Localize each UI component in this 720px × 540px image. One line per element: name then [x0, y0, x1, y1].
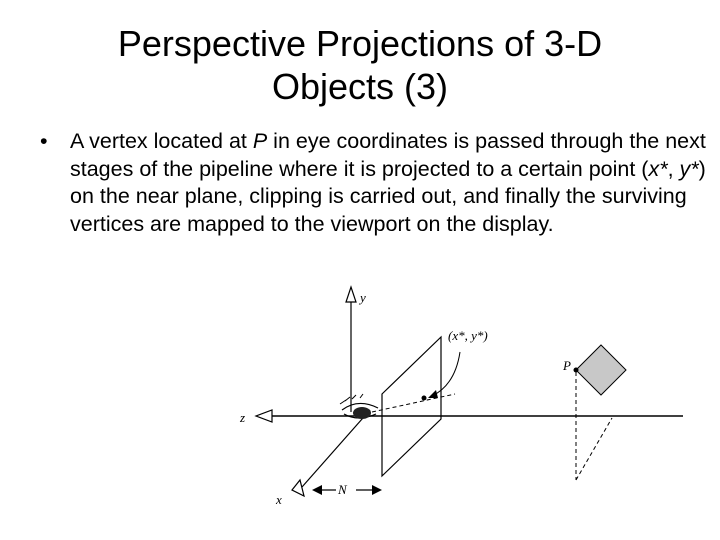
P-drop-diagonal [576, 418, 612, 480]
z-axis-arrowhead [256, 410, 272, 422]
bullet-text-xstar: x* [648, 156, 668, 181]
eye-icon [340, 394, 378, 419]
bullet-text-ystar: y* [679, 156, 699, 181]
bullet-text-part-1: A vertex located at [70, 129, 253, 153]
bullet-text-comma: , [667, 156, 680, 181]
x-axis-arrowhead [292, 480, 304, 496]
N-label: N [338, 482, 347, 497]
projected-point-pointer [432, 352, 460, 396]
vertex-P-label: P [563, 358, 571, 373]
y-axis-arrowhead [346, 287, 356, 302]
vertex-P [574, 368, 579, 373]
object-diamond [576, 345, 626, 395]
title-line-2: Objects (3) [271, 66, 449, 107]
x-axis [302, 410, 370, 487]
N-arrow-left-head [312, 485, 322, 495]
y-axis-label: y [360, 290, 366, 305]
projected-point-pointer-head [428, 390, 438, 398]
bullet-text-P: P [252, 129, 268, 153]
title-line-1: Perspective Projections of 3-D [117, 23, 603, 64]
N-arrow-right-head [372, 485, 382, 495]
bullet-dot: • [40, 129, 48, 153]
projected-point [422, 396, 427, 401]
z-axis-label: z [240, 410, 246, 425]
x-axis-label: x [276, 492, 282, 507]
near-plane [382, 337, 441, 476]
projected-point-label: (x*, y*) [448, 328, 488, 343]
projection-line [372, 394, 455, 412]
bullet-text-part-2: in eye coordinates is passed through the next stages of the pipeline where it is projected to a certain point ( [70, 129, 706, 181]
bullet-text-part-3: ) on the near plane, clipping is carried out, and finally the surviving vertices are mapped to the viewport on the display. [70, 156, 706, 236]
